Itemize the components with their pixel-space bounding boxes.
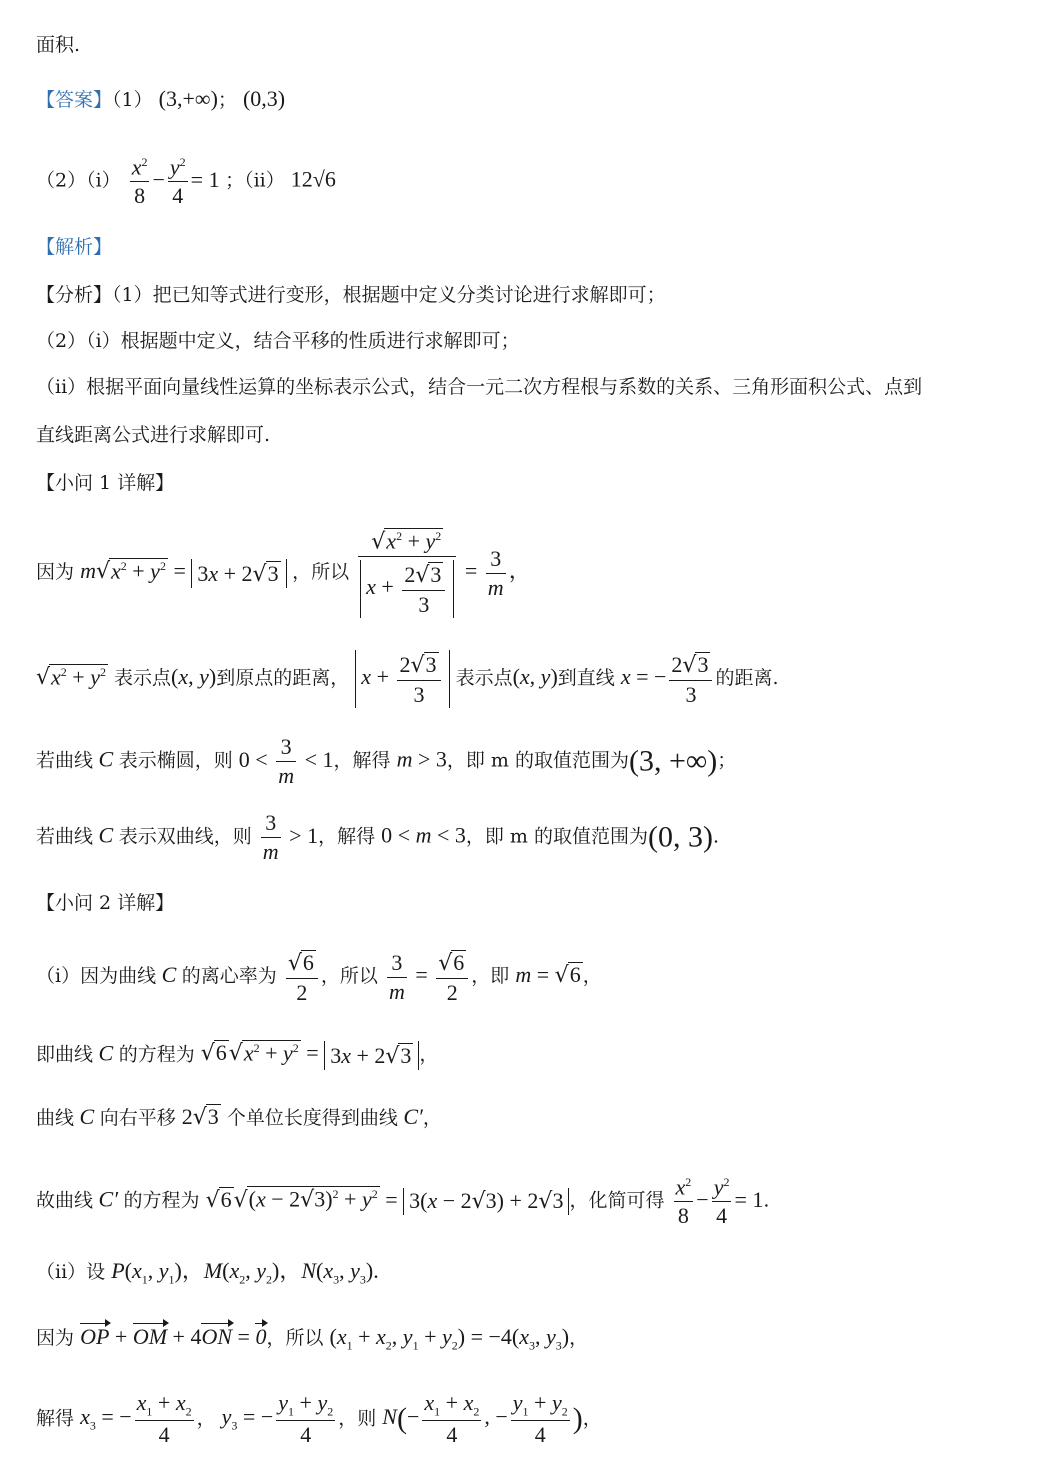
text-line-area [36, 36, 80, 55]
curve-c-prime-1: C′ [397, 1104, 423, 1129]
eccentricity-eq: $\frac{3}{m}$ = $\frac{√6}{2}$ [384, 962, 471, 987]
sqrt-expr: $√x^2 + y^2$ [36, 664, 106, 691]
to-line-text: 到直线 [557, 667, 615, 690]
unit-length-text: 个单位长度得到曲线 [226, 1107, 398, 1129]
shift-amount: 2√3 [181, 1104, 219, 1130]
derivation-line-6: 即曲线 C 的方程为 $√6√x^2 + y^2 = 3x + 2√3$ ， [36, 1040, 439, 1069]
line-equation: x = − $\frac{2√3}{3}$ [621, 664, 716, 689]
y3-expression: $y_3$ = − $\frac{y_1 + y_2}{4}$ [221, 1390, 334, 1448]
eccentricity-value: $\frac{√6}{2}$ [283, 962, 321, 987]
analysis-line-3 [36, 378, 922, 397]
derivation-line-7: 曲线 C 向右平移 2√3 个单位长度得到曲线 C′， [36, 1104, 442, 1130]
solved-text: 解得 [36, 1407, 75, 1430]
subq2-text: 【小问 2 详解】 [36, 892, 175, 914]
curve-c-prime-equation: $√6√(x - 2√3)^2 + y^2 = 3(x - 2√3) + 2√3$ [206, 1187, 570, 1212]
ellipse-inequality: 0 < $\frac{3}{m}$ < 1 [238, 734, 334, 788]
curve-c-2: C [93, 822, 119, 848]
answer-1a: (3,+∞) [158, 86, 218, 111]
curve-c-equation: $√6√x^2 + y^2 = 3x + 2√3$ [201, 1040, 420, 1065]
eccentricity-text: 的离心率为 [181, 965, 277, 988]
range-text-1: ，即 m 的取值范围为 [446, 749, 629, 772]
hyperbola-solution: 0 < m < 3 [381, 822, 466, 848]
m-value: m = √6 [515, 962, 581, 989]
points-pmn: $P(x_1$, $y_1$)，$M(x_2$, $y_2$)，$N(x_3$, $y_3$). [111, 1258, 379, 1287]
hyperbola-inequality: $\frac{3}{m}$ > 1 [262, 810, 319, 864]
area-text: 面积. [36, 34, 81, 56]
hence-curve-text: 故曲线 [36, 1189, 94, 1212]
simplify-text: ，化简可得 [569, 1189, 665, 1212]
answer-1b: (0,3) [242, 86, 286, 111]
point-xy-2: (x, y) [512, 664, 558, 690]
answer-part2-label: （2）（i） [36, 169, 121, 192]
abs-expr: x + $\frac{2√3}{3}$ [355, 664, 449, 689]
answer-line-2 [36, 156, 336, 207]
to-origin-text: 到原点的距离， [216, 667, 350, 690]
point-xy-1: (x, y) [171, 664, 217, 690]
curve-c-5: C [74, 1104, 100, 1129]
analysis-tag: 【解析】 [36, 236, 113, 258]
derivation-line-9 [36, 1260, 379, 1285]
answer-line-1: 【答案】（1） (3,+∞)； (0,3) [36, 86, 286, 111]
range-text-2: ，即 m 的取值范围为 [465, 825, 648, 848]
curve-word: 曲线 [36, 1107, 75, 1129]
if-curve-2: 若曲线 [36, 825, 94, 848]
x3-expression: $x_3$ = − $\frac{x_1 + x_2}{4}$ [80, 1390, 192, 1448]
curve-eq-text: 即曲线 [36, 1043, 94, 1066]
equation-1: $m√x^2 + y^2 = 3x + 2√3$ [80, 558, 292, 583]
answer-2-ii: 12√6 [290, 166, 336, 192]
analysis-heading [36, 238, 112, 257]
rep-hyperbola-text: 表示双曲线，则 [118, 825, 252, 848]
analysis-line-1 [36, 286, 666, 305]
answer-2-i-equation: $\frac{x^2}{8}$ − $\frac{y^2}{4}$ = 1 [131, 154, 226, 209]
derivation-line-1: 因为 $m√x^2 + y^2 = 3x + 2√3$ ，所以 $√x^2 + y^2$ x + $\frac{2√3}{3}$ = $\frac{3}{m}$ ， [36, 528, 531, 618]
curve-c-3: C [156, 962, 182, 988]
derivation-line-2 [36, 650, 779, 708]
rep-ellipse-text: 表示椭圆，则 [118, 749, 233, 772]
answer-part1-label: （1） [112, 89, 153, 111]
solve-text-2: ，解得 [318, 825, 376, 848]
solve-text-1: ，解得 [333, 749, 391, 772]
if-curve-1: 若曲线 [36, 749, 94, 772]
ellipse-solution: m > 3 [396, 746, 447, 772]
because-word-2: 因为 [36, 1327, 75, 1349]
derivation-line-5: （i）因为曲线 C 的离心率为 $\frac{√6}{2}$ ，所以 $\frac{3}{m}$ = $\frac{√6}{2}$ ，即 m = √6 ， [36, 949, 602, 1005]
hyperbola-range: (0, 3) [647, 820, 713, 854]
equation-2: $√x^2 + y^2$ x + $\frac{2√3}{3}$ = $\frac{3}{m}$ ， [355, 558, 531, 583]
then-text: ，则 [338, 1407, 377, 1430]
subquestion-2-heading [36, 894, 174, 913]
vector-equation: OP + OM + 4ON = 0 [80, 1324, 267, 1349]
derivation-line-10: 因为 OP + OM + 4ON = 0，所以 ($x_1 + x_2$, $y_1 + y_2) = -4(x_3$, $y_3$)， [36, 1324, 589, 1353]
so-word-3: 所以 [285, 1327, 324, 1349]
because-word: 因为 [36, 561, 75, 584]
curve-c-1: C [93, 746, 119, 772]
derivation-line-3: 若曲线 C 表示椭圆，则 0 < $\frac{3}{m}$ < 1，解得 m > 3，即 m 的取值范围为(3, +∞)； [36, 734, 737, 788]
ellipse-range: (3, +∞) [628, 744, 718, 778]
represents-point-1: 表示点 [114, 667, 172, 690]
dist-end-text: 的距离. [715, 667, 779, 690]
simplified-equation: $\frac{x^2}{8}$ − $\frac{y^2}{4}$ = 1 [675, 1174, 764, 1229]
subq1-text: 【小问 1 详解】 [36, 472, 175, 494]
curve-c-prime-2: C′ [93, 1186, 124, 1212]
analysis-line-4 [36, 426, 270, 445]
analysis-line-2 [36, 332, 520, 351]
derivation-line-4: 若曲线 C 表示双曲线，则 $\frac{3}{m}$ > 1，解得 0 < m < 3，即 m 的取值范围为(0, 3). [36, 810, 720, 864]
analysis-text-1: 【分析】（1）把已知等式进行变形，根据题中定义分类讨论进行求解即可； [36, 284, 666, 306]
so-word: 所以 [311, 561, 350, 584]
p1-i-text: （i）因为曲线 [36, 965, 157, 988]
namely-text: ，即 [471, 965, 510, 988]
analysis-text-2: （2）（i）根据题中定义，结合平移的性质进行求解即可； [36, 330, 520, 352]
eq-is-text-1: 的方程为 [118, 1043, 195, 1066]
shift-right-text: 向右平移 [99, 1107, 176, 1129]
represents-point-2: 表示点 [455, 667, 513, 690]
curve-c-4: C [93, 1040, 119, 1066]
so-word-2: 所以 [339, 965, 378, 988]
eq-is-text-2: 的方程为 [123, 1189, 200, 1212]
derivation-line-8: 故曲线 C′ 的方程为 $√6√(x - 2√3)^2 + y^2 = 3(x - 2√3) + 2√3$ ，化简可得 $\frac{x^2}{8}$ − $\frac{y^2}{4}$ = 1. [36, 1174, 770, 1229]
coordinate-equation: ($x_1 + x_2$, $y_1 + y_2) = -4(x_3$, $y_3$) [329, 1324, 570, 1353]
analysis-text-3: （ii）根据平面向量线性运算的坐标表示公式，结合一元二次方程根与系数的关系、三角形面积公式、点到 [36, 376, 923, 398]
analysis-text-4: 直线距离公式进行求解即可. [36, 424, 271, 446]
answer-2-ii-label: ；（ii） [225, 169, 285, 192]
n-coordinates: N(− $\frac{x_1 + x_2}{4}$ , − $\frac{y_1 + y_2}{4}$ ) [382, 1390, 583, 1448]
derivation-line-11: 解得 $x_3$ = − $\frac{x_1 + x_2}{4}$ ， $y_3$ = − $\frac{y_1 + y_2}{4}$ ，则 N(− $\frac{x_1 + x_2}{4}$ , − $\frac{y_1 + y_2}{4}$ )， [36, 1390, 602, 1448]
subquestion-1-heading [36, 474, 174, 493]
answer-tag: 【答案】 [36, 89, 113, 111]
ii-set-text: （ii）设 [36, 1261, 106, 1283]
